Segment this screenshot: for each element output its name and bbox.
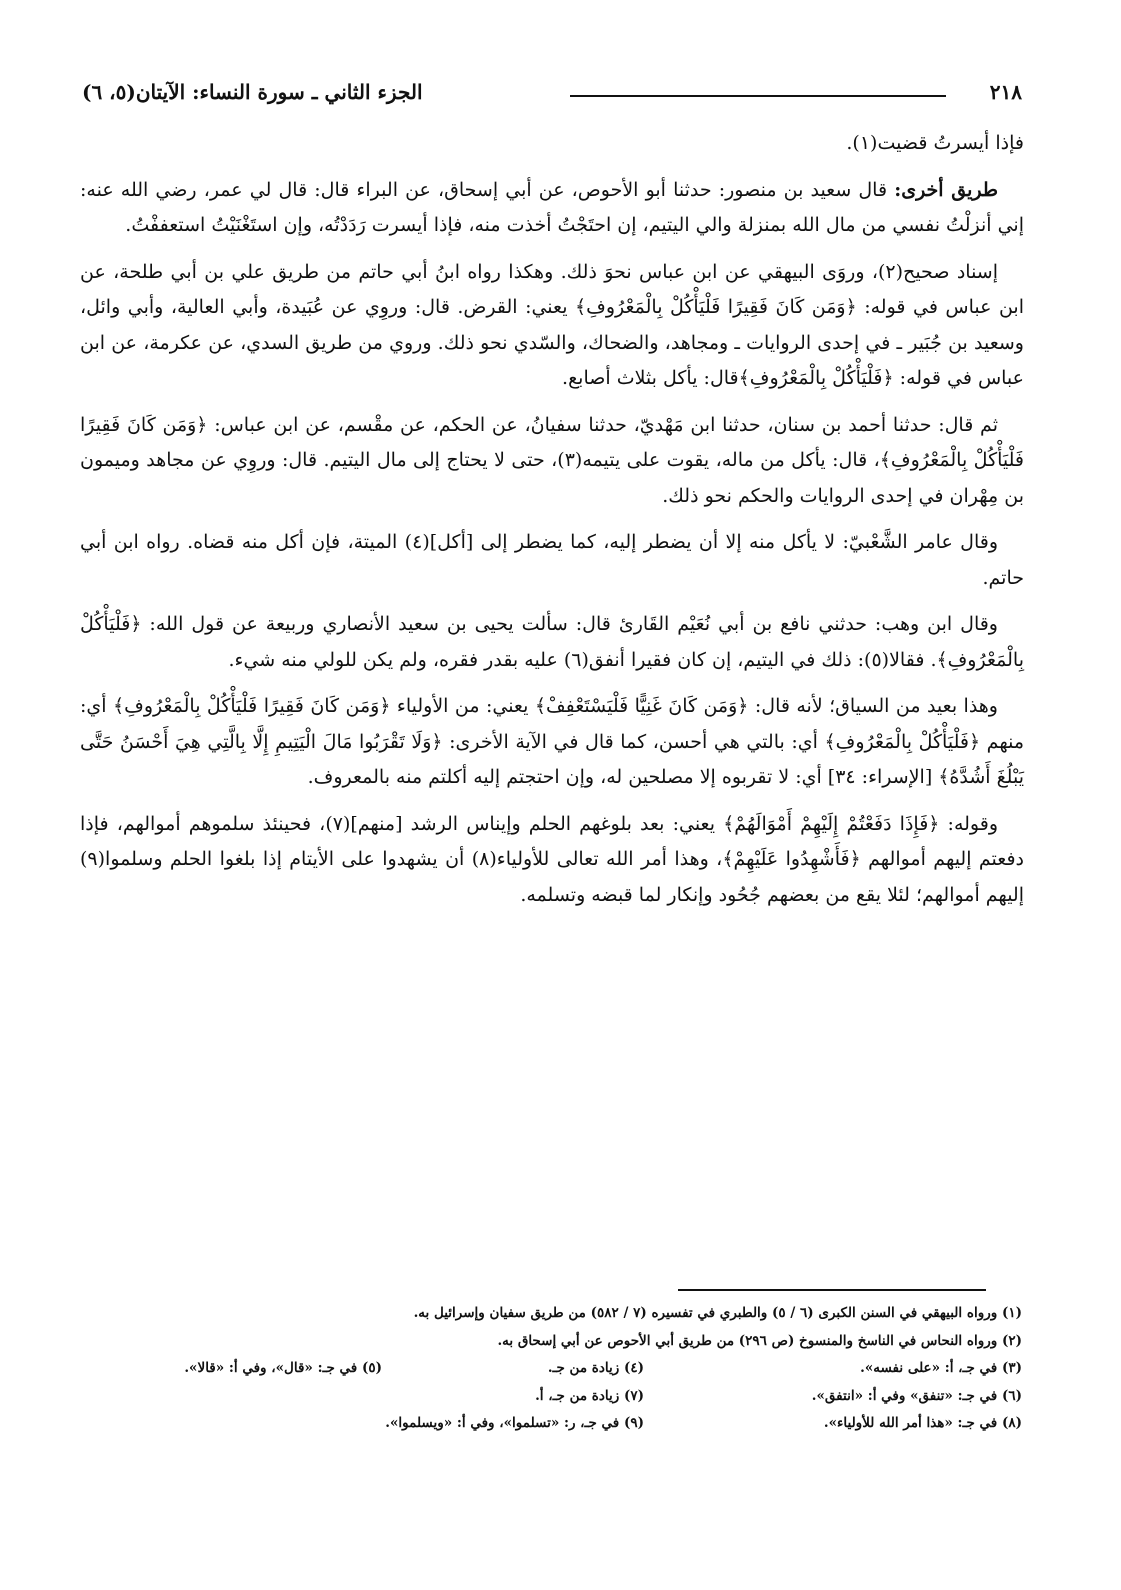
header-rule — [570, 95, 946, 97]
footnote-1: (١) ورواه البيهقي في السنن الكبرى (٦ / ٥) والطبري في تفسيره (٧ / ٥٨٢) من طريق سفيان وإسرائيل به. — [413, 1305, 1022, 1321]
paragraph-6: وقال ابن وهب: حدثني نافع بن أبي نُعَيْم القَارئ قال: سألت يحيى بن سعيد الأنصاري وربيعة عن قول الله: ﴿فَلْيَأْكُلْ بِالْمَعْرُوفِ﴾. فقالا(٥): ذلك في اليتيم، إن كان فقيرا أنفق(٦) عليه بقدر فقره، ولم يكن للولي منه شيء. — [80, 613, 1024, 671]
paragraph-2: طريق أخرى: قال سعيد بن منصور: حدثنا أبو الأحوص، عن أبي إسحاق، عن البراء قال: قال لي عمر، رضي الله عنه: إني أنزلْتُ نفسي من مال الله بمنزلة والي اليتيم، إن احتَجْتُ أخذت منه، فإذا أيسرت رَدَدْتُه، وإن استَغْنَيْتُ استعففْتُ. — [80, 178, 1024, 236]
footnote-4: (٤) زيادة من جـ. — [547, 1360, 644, 1376]
footnote-row — [100, 1328, 1022, 1356]
footnote-7: (٧) زيادة من جـ، أ. — [535, 1387, 644, 1404]
footnote-5: (٥) في جـ: «قال»، وفي أ: «قالا». — [184, 1360, 382, 1376]
footnote-row — [100, 1355, 1022, 1383]
paragraph-7: وهذا بعيد من السياق؛ لأنه قال: ﴿وَمَن كَانَ غَنِيًّا فَلْيَسْتَعْفِفْ﴾ يعني: من الأولياء ﴿وَمَن كَانَ فَقِيرًا فَلْيَأْكُلْ بِالْمَعْرُوفِ﴾ أي: منهم ﴿فَلْيَأْكُلْ بِالْمَعْرُوفِ﴾ أي: بالتي هي أحسن، كما قال في الآية الأخرى: ﴿وَلَا تَقْرَبُوا مَالَ الْيَتِيمِ إِلَّا بِالَّتِي هِيَ أَحْسَنُ حَتَّى يَبْلُغَ أَشُدَّهُ﴾ [الإسراء: ٣٤] أي: لا تقربوه إلا مصلحين له، وإن احتجتم إليه أكلتم منه بالمعروف. — [80, 695, 1024, 788]
footnote-separator — [678, 1289, 986, 1291]
footnotes — [100, 1300, 1022, 1438]
paragraph-4: ثم قال: حدثنا أحمد بن سنان، حدثنا ابن مَهْديّ، حدثنا سفيانُ، عن الحكم، عن مقْسم، عن ابن عباس: ﴿وَمَن كَانَ فَقِيرًا فَلْيَأْكُلْ بِالْمَعْرُوفِ﴾، قال: يأكل من ماله، يقوت على يتيمه(٣)، حتى لا يحتاج إلى مال اليتيم. قال: وروِي عن مجاهد وميمون بن مِهْران في إحدى الروايات والحكم نحو ذلك. — [80, 413, 1025, 507]
footnote-9: (٩) في جـ، ر: «تسلموا»، وفي أ: «ويسلموا». — [385, 1415, 644, 1431]
header-title: الجزء الثاني ـ سورة النساء: الآيتان(٥، ٦) — [82, 80, 423, 104]
footnote-8: (٨) في جـ: «هذا أمر الله للأولياء». — [823, 1415, 1022, 1431]
main-text — [80, 126, 1024, 924]
paragraph-3: إسناد صحيح(٢)، وروَى البيهقي عن ابن عباس نحوَ ذلك. وهكذا رواه ابنُ أبي حاتم من طريق علي بن أبي طلحة، عن ابن عباس في قوله: ﴿وَمَن كَانَ فَقِيرًا فَلْيَأْكُلْ بِالْمَعْرُوفِ﴾ يعني: القرض. قال: وروِي عن عُبَيدة، وأبي العالية، وأبي وائل، وسعيد بن جُبَير ـ في إحدى الروايات ـ ومجاهد، والضحاك، والسّدي نحو ذلك. وروي من طريق السدي، عن عكرمة، عن ابن عباس في قوله: ﴿فَلْيَأْكُلْ بِالْمَعْرُوفِ﴾قال: يأكل بثلاث أصابع. — [80, 260, 1024, 389]
footnote-3: (٣) في جـ، أ: «على نفسه». — [860, 1360, 1022, 1376]
paragraph-5: وقال عامر الشَّعْبيّ: لا يأكل منه إلا أن يضطر إليه، كما يضطر إلى [أكل](٤) الميتة، فإن أكل منه قضاه. رواه ابن أبي حاتم. — [80, 531, 1024, 589]
paragraph-1: فإذا أيسرتُ قضيت(١). — [846, 132, 1024, 154]
page-number: ٢١٨ — [989, 80, 1022, 104]
running-header — [82, 80, 1022, 114]
footnote-row — [100, 1300, 1022, 1328]
paragraph-lead: طريق أخرى: — [894, 178, 999, 201]
footnote-2: (٢) ورواه النحاس في الناسخ والمنسوخ (ص ٢٩٦) من طريق أبي الأحوص عن أبي إسحاق به. — [497, 1332, 1022, 1349]
paragraph-8: وقوله: ﴿فَإِذَا دَفَعْتُمْ إِلَيْهِمْ أَمْوَالَهُمْ﴾ يعني: بعد بلوغهم الحلم وإيناس الرشد [منهم](٧)، فحينئذ سلموهم أموالهم، فإذا دفعتم إليهم أموالهم ﴿فَأَشْهِدُوا عَلَيْهِمْ﴾، وهذا أمر الله تعالى للأولياء(٨) أن يشهدوا على الأيتام إذا بلغوا الحلم وسلموا(٩) إليهم أموالهم؛ لئلا يقع من بعضهم جُحُود وإنكار لما قبضه وتسلمه. — [80, 812, 1024, 906]
footnote-row — [100, 1410, 1022, 1438]
footnote-6: (٦) في جـ: «تنفق» وفي أ: «انتفق». — [811, 1387, 1022, 1404]
footnote-row — [100, 1383, 1022, 1411]
